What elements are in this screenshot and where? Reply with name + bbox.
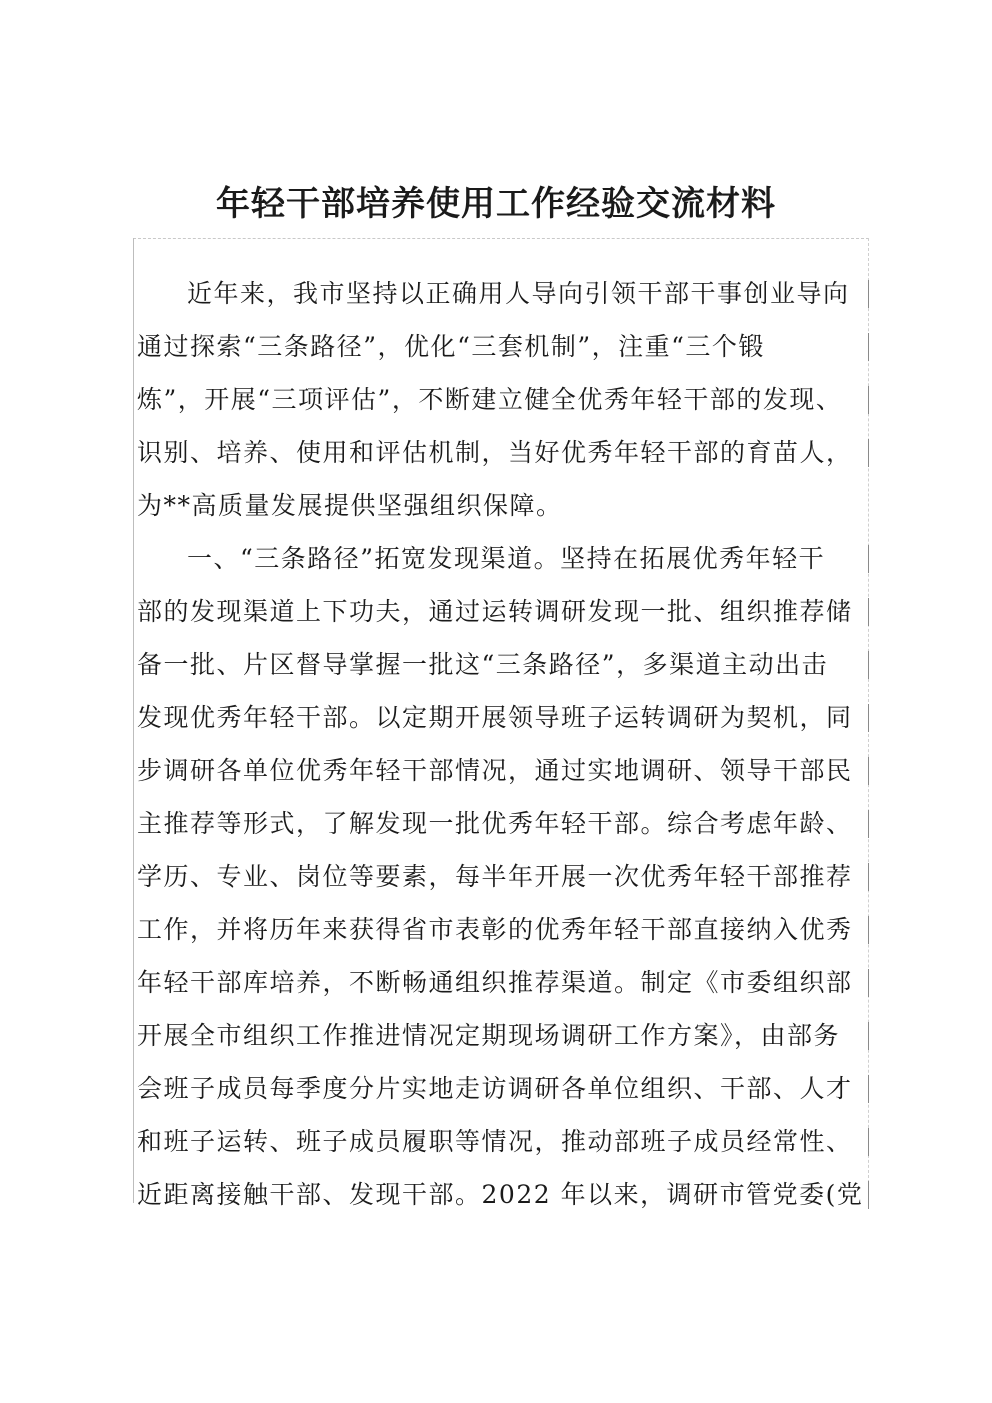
line-end-marker [868,704,869,732]
text-frame-top-border [133,238,869,239]
paragraph-2-line-7: 学历、专业、岗位等要素，每半年开展一次优秀年轻干部推荐 [137,862,853,891]
paragraph-1-line-5: 为**高质量发展提供坚强组织保障。 [137,491,563,520]
paragraph-2-line-8: 工作，并将历年来获得省市表彰的优秀年轻干部直接纳入优秀 [137,915,853,944]
line-end-marker [868,969,869,997]
paragraph-1-line-4: 识别、培养、使用和评估机制，当好优秀年轻干部的育苗人， [137,438,853,467]
paragraph-2-line-11: 会班子成员每季度分片实地走访调研各单位组织、干部、人才 [137,1074,853,1103]
line-end-marker [868,333,869,361]
line-end-marker [868,386,869,414]
paragraph-2-line-3: 备一批、片区督导掌握一批这“三条路径”，多渠道主动出击 [137,650,829,679]
line-end-marker [868,810,869,838]
paragraph-2-line-10: 开展全市组织工作推进情况定期现场调研工作方案》，由部务 [137,1021,841,1050]
paragraph-2-line-5: 步调研各单位优秀年轻干部情况，通过实地调研、领导干部民 [137,756,853,785]
line-end-marker [868,916,869,944]
line-end-marker [868,651,869,679]
paragraph-2-line-4: 发现优秀年轻干部。以定期开展领导班子运转调研为契机，同 [137,703,853,732]
line-end-marker [868,439,869,467]
paragraph-1-line-1: 近年来，我市坚持以正确用人导向引领干部干事创业导向 [187,279,850,308]
line-end-marker [868,1022,869,1050]
paragraph-2-line-13: 近距离接触干部、发现干部。2022 年以来，调研市管党委(党 [137,1180,864,1209]
line-end-marker [868,1075,869,1103]
line-end-marker [868,1181,869,1209]
line-end-marker [868,280,869,308]
line-end-marker [868,598,869,626]
paragraph-2-line-9: 年轻干部库培养，不断畅通组织推荐渠道。制定《市委组织部 [137,968,853,997]
document-title: 年轻干部培养使用工作经验交流材料 [216,184,776,224]
line-end-marker [868,757,869,785]
line-end-marker [868,545,869,573]
text-frame-left-border [133,238,134,1203]
paragraph-2-line-6: 主推荐等形式，了解发现一批优秀年轻干部。综合考虑年龄、 [137,809,853,838]
paragraph-1-line-2: 通过探索“三条路径”，优化“三套机制”，注重“三个锻 [137,332,765,361]
paragraph-2-line-1: 一、“三条路径”拓宽发现渠道。坚持在拓展优秀年轻干 [187,544,826,573]
paragraph-2-line-2: 部的发现渠道上下功夫，通过运转调研发现一批、组织推荐储 [137,597,853,626]
line-end-marker [868,1128,869,1156]
line-end-marker [868,863,869,891]
paragraph-2-line-12: 和班子运转、班子成员履职等情况，推动部班子成员经常性、 [137,1127,853,1156]
paragraph-1-line-3: 炼”，开展“三项评估”，不断建立健全优秀年轻干部的发现、 [137,385,843,414]
